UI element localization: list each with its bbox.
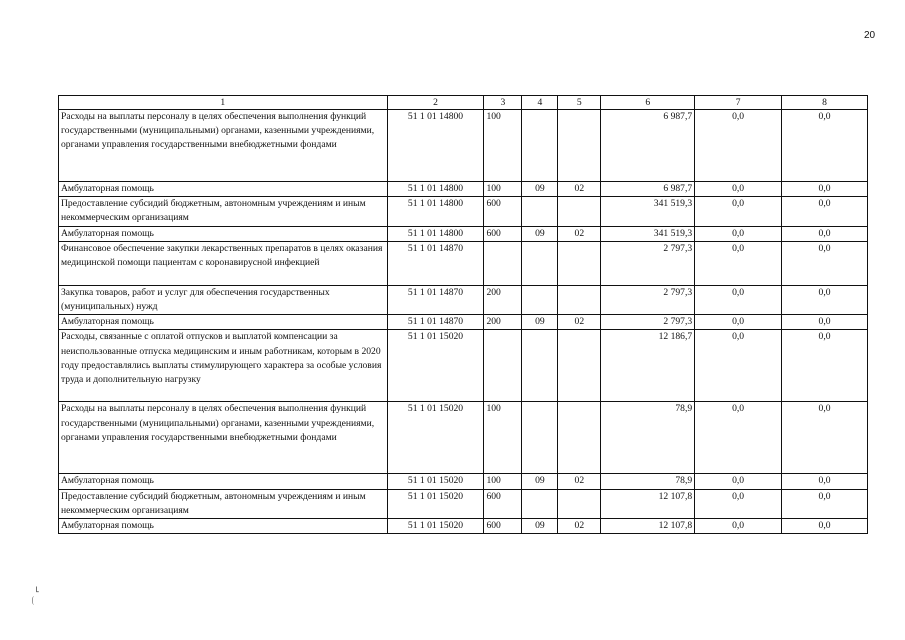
row-col8-cell: 0,0 (782, 182, 868, 197)
row-vr-cell (484, 330, 522, 402)
row-col7-cell: 0,0 (695, 110, 782, 182)
row-vr-cell: 600 (484, 226, 522, 241)
row-code-cell: 51 1 01 15020 (387, 519, 484, 534)
row-pr-cell (558, 330, 601, 402)
row-pr-cell (558, 402, 601, 474)
row-sum-cell: 2 797,3 (601, 241, 695, 285)
row-col8-cell: 0,0 (782, 474, 868, 489)
row-name-cell: Амбулаторная помощь (59, 226, 388, 241)
row-col7-cell: 0,0 (695, 519, 782, 534)
row-col7-cell: 0,0 (695, 330, 782, 402)
row-col8-cell: 0,0 (782, 285, 868, 314)
header-cell: 2 (387, 96, 484, 110)
row-col8-cell: 0,0 (782, 226, 868, 241)
row-pr-cell: 02 (558, 474, 601, 489)
row-col7-cell: 0,0 (695, 285, 782, 314)
row-col8-cell: 0,0 (782, 402, 868, 474)
row-sum-cell: 78,9 (601, 474, 695, 489)
row-pr-cell (558, 241, 601, 285)
page-number: 20 (864, 30, 876, 41)
row-pr-cell: 02 (558, 182, 601, 197)
row-code-cell: 51 1 01 14870 (387, 315, 484, 330)
header-cell: 8 (782, 96, 868, 110)
table-header-row (59, 96, 868, 110)
row-pr-cell (558, 489, 601, 518)
row-vr-cell: 100 (484, 402, 522, 474)
row-vr-cell: 100 (484, 474, 522, 489)
row-name-cell: Амбулаторная помощь (59, 519, 388, 534)
row-sum-cell: 78,9 (601, 402, 695, 474)
table-row (59, 402, 868, 474)
row-rz-cell: 09 (522, 519, 558, 534)
row-rz-cell (522, 197, 558, 226)
header-cell: 6 (601, 96, 695, 110)
row-code-cell: 51 1 01 15020 (387, 489, 484, 518)
row-col8-cell: 0,0 (782, 315, 868, 330)
row-col7-cell: 0,0 (695, 489, 782, 518)
header-cell: 7 (695, 96, 782, 110)
row-pr-cell: 02 (558, 226, 601, 241)
table-row (59, 315, 868, 330)
row-name-cell: Расходы, связанные с оплатой отпусков и выплатой компенсации за неиспользованные отпуска медицинским и иным работникам, которым в 2020 году предоставлялись выплаты стимулирующего характера за особые условия труда и дополнительную нагрузку (59, 330, 388, 402)
table-row (59, 489, 868, 518)
row-vr-cell: 200 (484, 285, 522, 314)
row-vr-cell (484, 241, 522, 285)
row-sum-cell: 341 519,3 (601, 226, 695, 241)
table-row (59, 110, 868, 182)
row-vr-cell: 600 (484, 489, 522, 518)
header-cell: 4 (522, 96, 558, 110)
row-pr-cell (558, 285, 601, 314)
row-sum-cell: 12 107,8 (601, 519, 695, 534)
row-sum-cell: 12 107,8 (601, 489, 695, 518)
row-pr-cell: 02 (558, 315, 601, 330)
header-cell: 5 (558, 96, 601, 110)
row-pr-cell (558, 197, 601, 226)
row-sum-cell: 12 186,7 (601, 330, 695, 402)
row-pr-cell (558, 110, 601, 182)
row-col8-cell: 0,0 (782, 197, 868, 226)
row-col7-cell: 0,0 (695, 315, 782, 330)
row-vr-cell: 600 (484, 519, 522, 534)
row-code-cell: 51 1 01 14800 (387, 110, 484, 182)
row-col8-cell: 0,0 (782, 330, 868, 402)
row-rz-cell (522, 241, 558, 285)
table-row (59, 197, 868, 226)
table-row (59, 474, 868, 489)
row-col8-cell: 0,0 (782, 110, 868, 182)
table-row (59, 226, 868, 241)
table-row (59, 519, 868, 534)
header-cell: 3 (484, 96, 522, 110)
row-name-cell: Предоставление субсидий бюджетным, автономным учреждениям и иным некоммерческим организациям (59, 197, 388, 226)
row-sum-cell: 2 797,3 (601, 315, 695, 330)
row-code-cell: 51 1 01 14870 (387, 241, 484, 285)
row-col7-cell: 0,0 (695, 402, 782, 474)
row-name-cell: Амбулаторная помощь (59, 474, 388, 489)
row-rz-cell (522, 330, 558, 402)
row-vr-cell: 100 (484, 110, 522, 182)
row-name-cell: Амбулаторная помощь (59, 315, 388, 330)
row-name-cell: Расходы на выплаты персоналу в целях обеспечения выполнения функций государственными (муниципальными) органами, казенными учреждениями, органами управления государственными внебюджетными фондами (59, 110, 388, 182)
row-col7-cell: 0,0 (695, 474, 782, 489)
row-sum-cell: 341 519,3 (601, 197, 695, 226)
row-code-cell: 51 1 01 14800 (387, 182, 484, 197)
row-col7-cell: 0,0 (695, 182, 782, 197)
row-col7-cell: 0,0 (695, 226, 782, 241)
row-col8-cell: 0,0 (782, 489, 868, 518)
row-col7-cell: 0,0 (695, 197, 782, 226)
row-rz-cell: 09 (522, 226, 558, 241)
row-sum-cell: 6 987,7 (601, 182, 695, 197)
row-name-cell: Закупка товаров, работ и услуг для обеспечения государственных (муниципальных) нужд (59, 285, 388, 314)
margin-mark: ⌒ ⌐ (33, 585, 43, 605)
row-code-cell: 51 1 01 14800 (387, 226, 484, 241)
row-sum-cell: 2 797,3 (601, 285, 695, 314)
row-col8-cell: 0,0 (782, 241, 868, 285)
table-row (59, 285, 868, 314)
row-rz-cell (522, 285, 558, 314)
budget-table (58, 95, 868, 534)
row-name-cell: Предоставление субсидий бюджетным, автономным учреждениям и иным некоммерческим организациям (59, 489, 388, 518)
row-code-cell: 51 1 01 14800 (387, 197, 484, 226)
header-cell: 1 (59, 96, 388, 110)
row-rz-cell (522, 489, 558, 518)
row-vr-cell: 200 (484, 315, 522, 330)
row-name-cell: Финансовое обеспечение закупки лекарственных препаратов в целях оказания медицинской помощи пациентам с коронавирусной инфекцией (59, 241, 388, 285)
row-rz-cell (522, 110, 558, 182)
row-vr-cell: 100 (484, 182, 522, 197)
row-code-cell: 51 1 01 15020 (387, 402, 484, 474)
row-code-cell: 51 1 01 15020 (387, 330, 484, 402)
row-sum-cell: 6 987,7 (601, 110, 695, 182)
row-rz-cell: 09 (522, 182, 558, 197)
table-row (59, 182, 868, 197)
row-code-cell: 51 1 01 14870 (387, 285, 484, 314)
row-name-cell: Амбулаторная помощь (59, 182, 388, 197)
row-col7-cell: 0,0 (695, 241, 782, 285)
row-col8-cell: 0,0 (782, 519, 868, 534)
table-row (59, 330, 868, 402)
row-name-cell: Расходы на выплаты персоналу в целях обеспечения выполнения функций государственными (муниципальными) органами, казенными учреждениями, органами управления государственными внебюджетными фондами (59, 402, 388, 474)
row-rz-cell: 09 (522, 474, 558, 489)
row-code-cell: 51 1 01 15020 (387, 474, 484, 489)
row-rz-cell: 09 (522, 315, 558, 330)
row-vr-cell: 600 (484, 197, 522, 226)
row-pr-cell: 02 (558, 519, 601, 534)
table-row (59, 241, 868, 285)
row-rz-cell (522, 402, 558, 474)
